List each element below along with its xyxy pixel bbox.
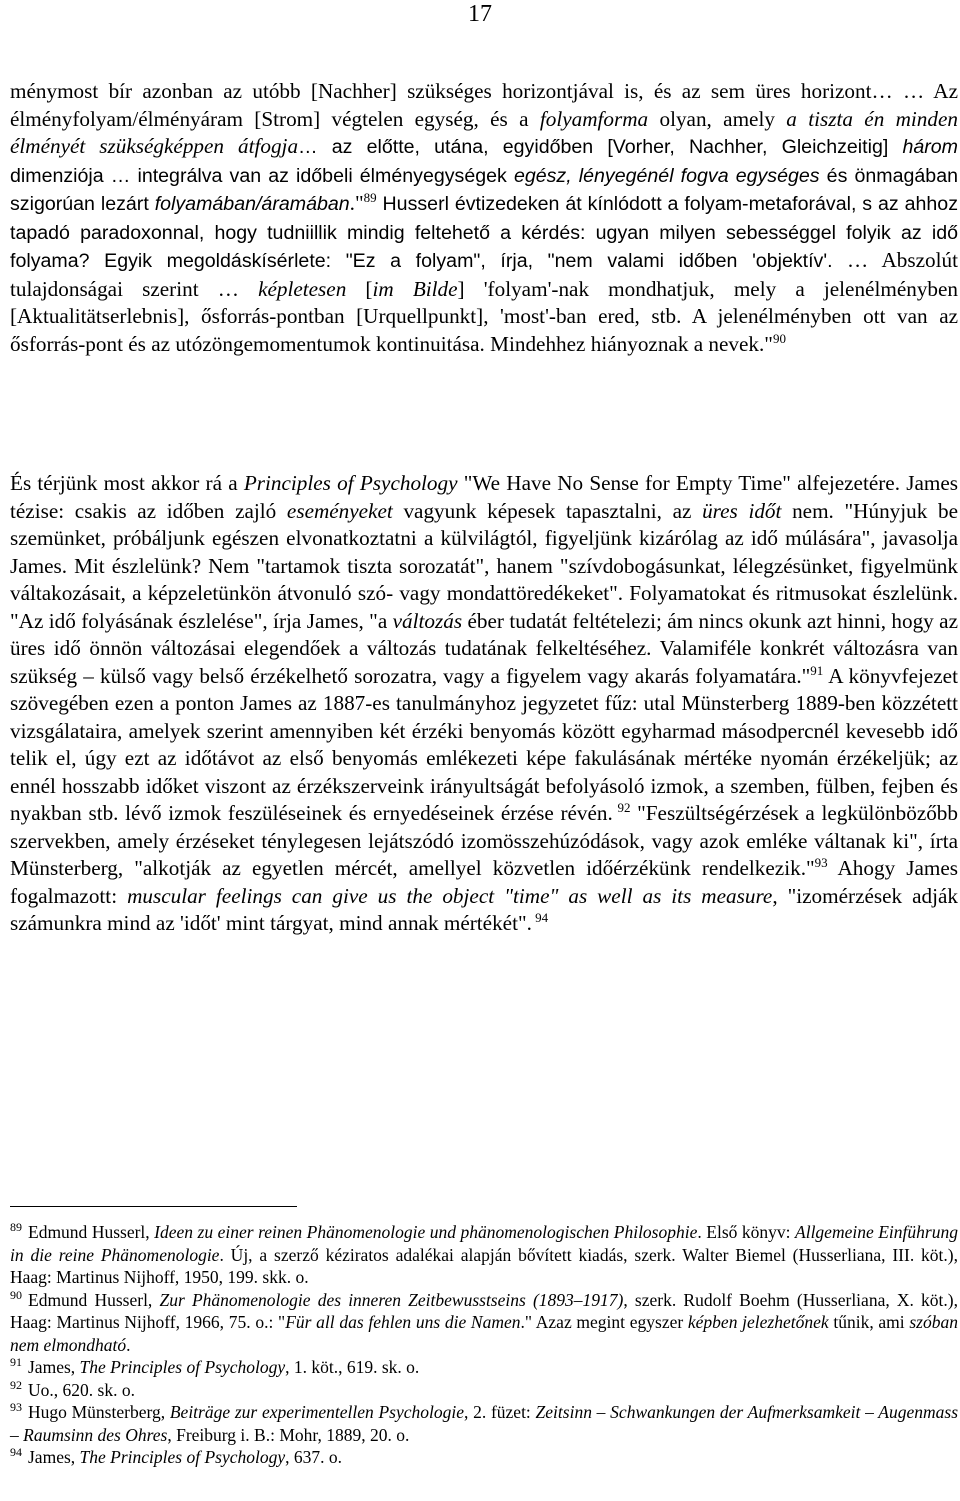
text-run: ménymost bír azonban az utóbb [Nachher] szükséges horizontjával is, és az sem üres horizont… … Az élményfolyam/élményáram [Strom] végtelen egység, és a [10, 79, 958, 131]
footnote-89 [10, 1221, 958, 1289]
text-run: James, [28, 1447, 80, 1467]
text-run: ] 'folyam'-nak mondhatjuk, mely a jelenélményben [Aktualitätserlebnis], ősforrás-pontban [Urquellpunkt], 'most'-ban ered, stb. A jelenélményben ott van az ősforrás-pont és az utózöngemomentumok kontinuitása. Mindehhez hiányoznak a nevek." [10, 276, 959, 356]
italic-text: három [902, 136, 958, 158]
text-run: , 2. füzet: [463, 1402, 536, 1422]
text-run: . [126, 1334, 131, 1355]
text-run: , szerk. Rudolf Boehm (Husserliana, X. köt.), Haag: Martinus Nijhoff, 1966, 75. o.: " [10, 1289, 958, 1332]
footnote-reference: 89 [363, 189, 377, 205]
italic-text: Allgemeine Einführung in die reine Phänomenologie [10, 1222, 958, 1265]
text-run: . Első könyv: [697, 1222, 796, 1242]
footnote-90 [10, 1289, 958, 1357]
footnote-93 [10, 1401, 958, 1446]
italic-text: változás [392, 608, 463, 633]
text-run: És térjünk most akkor rá a [10, 471, 244, 495]
text-run: és önmagában szigorúan lezárt [10, 164, 958, 215]
text-run: . Új, a szerző kéziratos adalékai alapján bővített kiadás, szerk. Walter Biemel (Husserliana, III. köt.), Haag: Martinus Nijhoff, 1950, 199. skk. o. [10, 1244, 958, 1287]
italic-text: üres időt [702, 498, 782, 523]
footnote-reference: 91 [810, 662, 824, 678]
text-run: olyan, amely [648, 106, 787, 131]
text-run: tűnik, ami [828, 1312, 910, 1332]
footnote-number: 93 [10, 1400, 22, 1415]
text-run: Edmund Husserl, [28, 1289, 160, 1310]
text-run: , 637. o. [285, 1447, 342, 1467]
italic-text: Principles of Psychology [243, 471, 458, 495]
text-run: ." [349, 191, 364, 215]
footnote-number: 94 [10, 1445, 22, 1460]
text-run: "Feszültségérzések a legkülönbözőbb szervekben, amely érzéseket ténylegesen lejátszódó izomösszehúzódások, vagy azok emléke váltanak ki", írta Münsterberg, "alkotják az egyetlen mércét, amellyel közvetlen időérzékünk rendelkezik." [10, 801, 958, 880]
text-run: … Abszolút tulajdonságai szerint … [10, 248, 958, 301]
footnote-91 [10, 1356, 958, 1379]
footnote-number: 92 [10, 1377, 22, 1392]
text-run: James, [28, 1357, 80, 1377]
footnote-reference: 93 [814, 854, 828, 870]
italic-text: a tiszta én minden élményét szükségképpen átfogja [10, 106, 958, 158]
footnote-number: 91 [10, 1355, 22, 1370]
text-run: "We Have No Sense for Empty Time" alfejezetére. James tézise: csakis az időben zajló [10, 471, 958, 523]
italic-text: eseményeket [286, 498, 393, 523]
text-run: … az előtte, utána, egyidőben [Vorher, Nachher, Gleichzeitig] [298, 136, 903, 158]
italic-text: képletesen [258, 276, 347, 301]
text-run: [ [346, 276, 373, 301]
italic-text: képben jelezhetőnek [687, 1312, 829, 1332]
italic-text: folyamforma [539, 106, 649, 131]
text-run: ." Azaz megint egyszer [520, 1312, 688, 1332]
page-number: 17 [468, 1, 492, 27]
italic-text: egész, lényegénél fogva egységes [513, 164, 820, 187]
footnotes [10, 1221, 958, 1469]
footnote-number: 90 [10, 1287, 22, 1302]
italic-text: folyamában/áramában [154, 193, 350, 215]
body-paragraph-1 [10, 78, 958, 358]
text-run: Edmund Husserl, [28, 1222, 155, 1242]
text-run: Husserl évtizedeken át kínlódott a folyam-metaforával, s az ahhoz tapadó paradoxonnal, hogy tudniillik mindig feltehető a kérdés: ugyan milyen sebességgel folyik az idő folyama? Egyik megoldáskísérlete: "Ez a folyam", írja, "nem valami időben 'objektív'. [10, 193, 958, 272]
italic-text: Zeitsinn – Schwankungen der Aufmerksamkeit – Augenmass – Raumsinn des Ohres [10, 1402, 959, 1445]
text-run: , "izomérzések adják számunkra mind az 'időt' mint tárgyat, mind annak mértékét". [10, 883, 958, 935]
text-run: nem. "Húnyjuk be szemünket, próbáljunk egészen elvonatkoztatni a külvilágtól, figyeljünk kizárólag az idő múlására", javasolja James. Mit észlelünk? Nem "tartamok tiszta sorozatát", hanem "szívdobogásunkat, lélegzésünket, figyelmünk váltakozásait, a képzeletünkön átvonuló szó- vagy mondattöredékeket". Folyamatokat és ritmusokat észlelünk. "Az idő folyásának észlelése", írja James, "a [10, 498, 959, 633]
footnote-reference: 92 [612, 799, 631, 815]
footnote-reference: 94 [531, 909, 549, 925]
footnote-separator [10, 1206, 297, 1207]
italic-text: szóban nem elmondható [10, 1312, 958, 1355]
italic-text: im Bilde [372, 276, 458, 301]
text-run: A könyvfejezet szövegében ezen a ponton James az 1887-es tanulmányhoz jegyzetet fűz: utal Münsterberg 1889-ben közzétett vizsgálataira, amelyek szerint amennyiben két érzéki benyomás között egyharmad másodpercnél kevesebb idő telik el, úgy ezt az időtávot az első benyomás emlékezeti képe fakulásának mértéke nyomán érzékeljük; az ennél hosszabb időket viszont az érzékszerveink irányultságát befolyásoló izmok, a szemben, fülben, fejben és nyakban stb. lévő izmok feszüléseinek és ernyedéseinek érzése révén. [10, 663, 958, 825]
italic-text: Zur Phänomenologie des inneren Zeitbewusstseins (1893–1917) [159, 1289, 624, 1310]
text-run: Hugo Münsterberg, [28, 1402, 170, 1422]
text-run: , 1. köt., 619. sk. o. [285, 1357, 420, 1377]
footnote-94 [10, 1446, 958, 1469]
italic-text: Für all das fehlen uns die Namen [285, 1312, 521, 1332]
text-run: éber tudatát feltételezi; ám nincs okunk azt hinni, hogy az üres idő önnön változásai elegendőek a változás tudatának felkeltéséhez. Valamiféle konkrét változásra van szükség – külső vagy belső érzékelhető sorozatra, vagy a figyelem vagy akarás folyamatára." [10, 608, 958, 688]
text-run: Ahogy James fogalmazott: [10, 856, 958, 908]
italic-text: Ideen zu einer reinen Phänomenologie und phänomenologischen Philosophie [154, 1222, 698, 1242]
italic-text: muscular feelings can give us the object "time" as well as its measure [127, 883, 773, 908]
body-paragraph-2 [10, 470, 958, 938]
text-run: Uo., 620. sk. o. [28, 1379, 135, 1400]
footnote-92 [10, 1379, 958, 1402]
footnote-number: 89 [10, 1220, 22, 1235]
text-run: dimenziója … integrálva van az időbeli élményegységek [10, 164, 514, 187]
text-run: vagyunk képesek tapasztalni, az [392, 498, 703, 523]
italic-text: Beiträge zur experimentellen Psychologie [169, 1402, 464, 1422]
text-run: , Freiburg i. B.: Mohr, 1889, 20. o. [167, 1424, 410, 1445]
footnote-reference: 90 [772, 330, 786, 346]
italic-text: The Principles of Psychology [79, 1357, 286, 1377]
italic-text: The Principles of Psychology [79, 1447, 286, 1467]
